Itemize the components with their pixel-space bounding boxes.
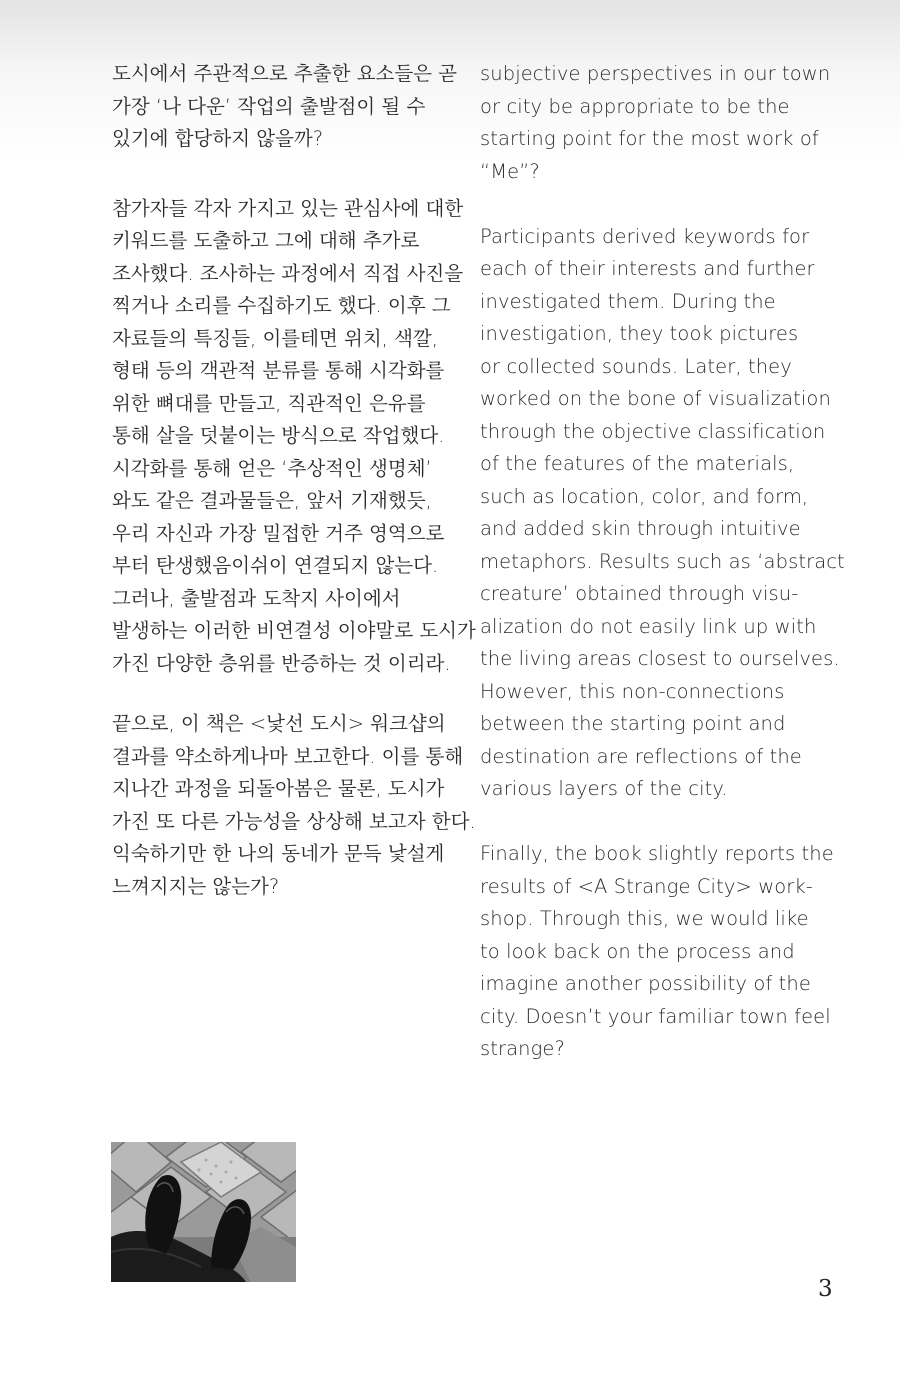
text-line: 와도 같은 결과물들은, 앞서 기재했듯,	[112, 489, 432, 512]
text-line: 가진 다양한 층위를 반증하는 것 이리라.	[112, 651, 451, 675]
text-line: and added skin through intuitive	[480, 517, 801, 540]
text-line: 통해 살을 덧붙이는 방식으로 작업했다.	[112, 424, 445, 447]
text-line: to look back on the process and	[480, 939, 795, 963]
text-line: 결과를 약소하게나마 보고한다. 이를 통해	[112, 744, 464, 768]
text-line: or collected sounds. Later, they	[480, 354, 792, 378]
korean-paragraph-3	[112, 708, 474, 903]
text-line: destination are reflections of the	[480, 744, 802, 768]
text-line: starting point for the most work of	[480, 127, 819, 150]
text-line: Finally, the book slightly reports the	[480, 842, 834, 865]
text-line: 도시에서 주관적으로 추출한 요소들은 곧	[112, 62, 458, 85]
text-line: 우리 자신과 가장 밀접한 거주 영역으로	[112, 521, 445, 545]
text-line: 부터 탄생했음이쉬이 연결되지 않는다.	[112, 554, 439, 577]
text-line: 형태 등의 객관적 분류를 통해 시각화를	[112, 359, 445, 382]
korean-text-column	[112, 58, 474, 903]
text-line: investigation, they took pictures	[480, 322, 799, 345]
text-line: the living areas closest to ourselves.	[480, 647, 840, 670]
english-paragraph-2	[480, 221, 845, 806]
text-line: investigated them. During the	[480, 289, 776, 313]
korean-paragraph-2	[112, 193, 474, 681]
text-line: 느껴지지는 않는가?	[112, 874, 280, 898]
text-line: or city be appropriate to be the	[480, 94, 790, 118]
text-line: 찍거나 소리를 수집하기도 했다. 이후 그	[112, 294, 451, 317]
feet-on-pavement-photo	[111, 1142, 296, 1282]
text-line: 발생하는 이러한 비연결성 이야말로 도시가	[112, 619, 476, 642]
text-line: shop. Through this, we would like	[480, 907, 809, 930]
text-line: imagine another possibility of the	[480, 972, 811, 995]
korean-paragraph-1	[112, 58, 474, 156]
text-line: 자료들의 특징들, 이를테면 위치, 색깔,	[112, 326, 438, 350]
text-line: through the objective classification	[480, 419, 826, 443]
page-number: 3	[818, 1276, 833, 1302]
text-line: 그러나, 출발점과 도착지 사이에서	[112, 586, 401, 610]
english-text-column	[480, 58, 845, 1066]
text-line: alization do not easily link up with	[480, 614, 817, 638]
text-line: 지나간 과정을 되돌아봄은 물론, 도시가	[112, 777, 445, 800]
text-line: of the features of the materials,	[480, 452, 795, 475]
text-line: city. Doesn’t your familiar town feel	[480, 1004, 831, 1028]
text-line: results of <A Strange City> work-	[480, 874, 813, 898]
text-line: creature’ obtained through visu-	[480, 582, 799, 605]
text-line: 시각화를 통해 얻은 ‘추상적인 생명체’	[112, 456, 432, 480]
text-line: each of their interests and further	[480, 257, 815, 280]
text-line: 조사했다. 조사하는 과정에서 직접 사진을	[112, 261, 464, 285]
text-line: 끝으로, 이 책은 <낯선 도시> 워크샵의	[112, 712, 446, 735]
text-line: various layers of the city.	[480, 777, 728, 800]
text-line: However, this non-connections	[480, 679, 785, 703]
text-line: subjective perspectives in our town	[480, 62, 831, 85]
text-line: 참가자들 각자 가지고 있는 관심사에 대한	[112, 196, 464, 220]
text-line: between the starting point and	[480, 712, 786, 735]
text-line: 위한 뼈대를 만들고, 직관적인 은유를	[112, 391, 426, 415]
text-line: 키워드를 도출하고 그에 대해 추가로	[112, 229, 420, 252]
text-line: such as location, color, and form,	[480, 484, 809, 508]
english-paragraph-1	[480, 58, 842, 188]
text-line: “Me”?	[480, 159, 540, 183]
text-line: strange?	[480, 1037, 565, 1060]
text-line: 익숙하기만 한 나의 동네가 문득 낯설게	[112, 842, 445, 865]
text-line: 가진 또 다른 가능성을 상상해 보고자 한다.	[112, 809, 476, 833]
english-paragraph-3	[480, 838, 842, 1066]
text-line: metaphors. Results such as ‘abstract	[480, 549, 845, 573]
text-line: 있기에 합당하지 않을까?	[112, 127, 324, 150]
text-line: Participants derived keywords for	[480, 224, 810, 248]
text-line: worked on the bone of visualization	[480, 387, 831, 410]
text-line: 가장 ‘나 다운’ 작업의 출발점이 될 수	[112, 94, 426, 118]
